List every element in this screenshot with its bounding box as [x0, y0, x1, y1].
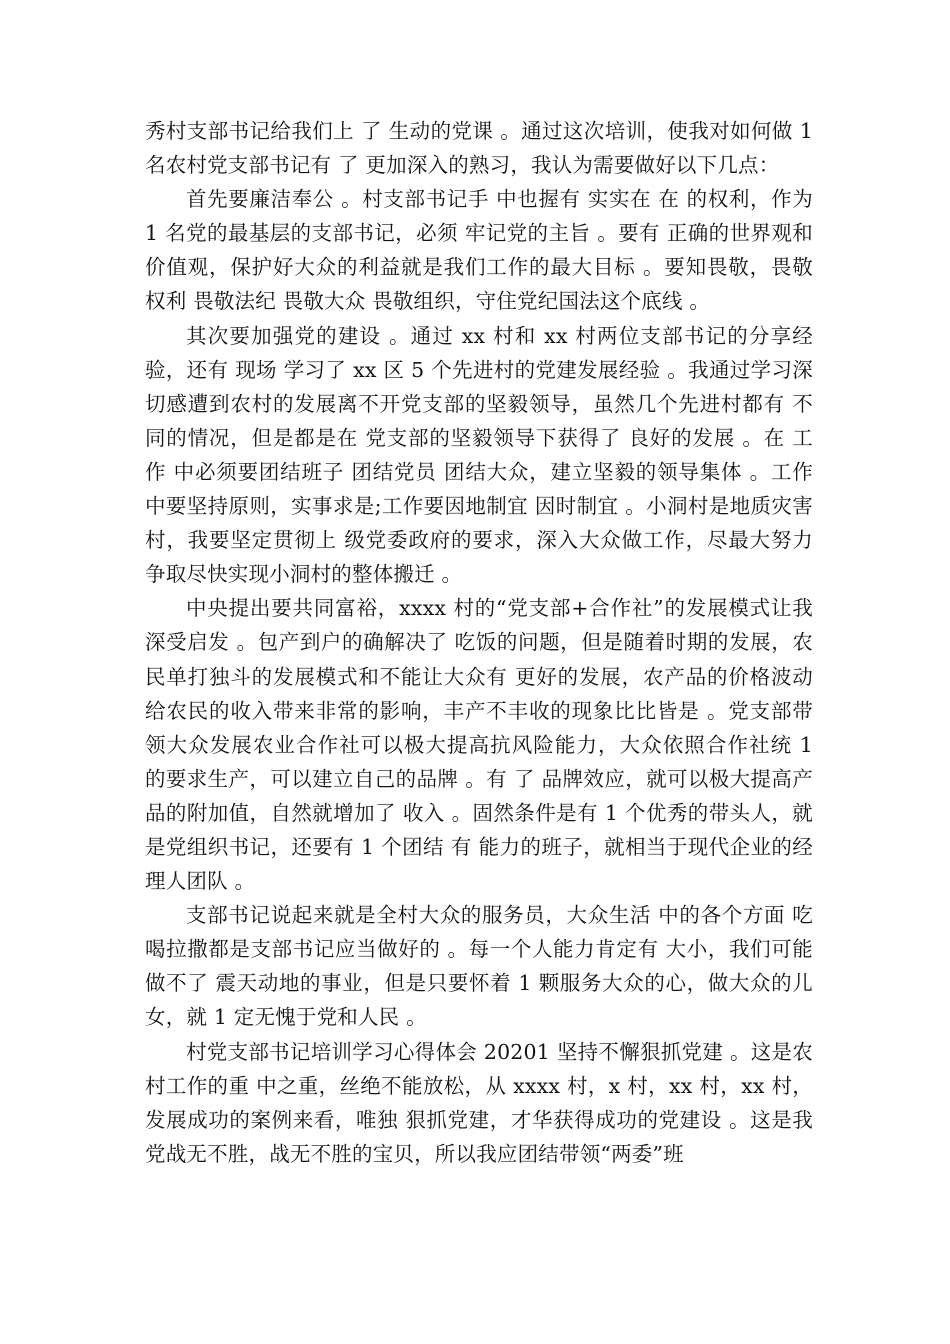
paragraph-4: 中央提出要共同富裕，xxxx 村的“党支部+合作社”的发展模式让我深受启发 。包产到户的确解决了 吃饭的问题，但是随着时期的发展，农民单打独斗的发展模式和不能让大众有 更好的发展，农产品的价格波动给农民的收入带来非常的影响，丰产不丰收的现象比比皆是 。党支部带领大众发展农业合作社可以极大提高抗风险能力，大众依照合作社统 1 的要求生产，可以建立自己的品牌 。有 了 品牌效应，就可以极大提高产品的附加值，自然就增加了 收入 。固然条件是有 1 个优秀的带头人，就是党组织书记，还要有 1 个团结 有 能力的班子，就相当于现代企业的经理人团队 。	[145, 596, 813, 894]
paragraph-3: 其次要加强党的建设 。通过 xx 村和 xx 村两位支部书记的分享经验，还有 现场 学习了 xx 区 5 个先进村的党建发展经验 。我通过学习深切感遭到农村的发展离不开党支部的坚毅领导，虽然几个先进村都有 不同的情况，但是都是在 党支部的坚毅领导下获得了 良好的发展 。在 工作 中必须要团结班子 团结党员 团结大众，建立坚毅的领导集体 。工作 中要坚持原则，实事求是;工作要因地制宜 因时制宜 。小洞村是地质灾害村，我要坚定贯彻上 级党委政府的要求，深入大众做工作，尽最大努力争取尽快实现小洞村的整体搬迁 。	[145, 323, 813, 587]
paragraph-1: 秀村支部书记给我们上 了 生动的党课 。通过这次培训，使我对如何做 1 名农村党支部书记有 了 更加深入的熟习，我认为需要做好以下几点：	[145, 119, 813, 178]
document-body	[145, 114, 813, 1171]
paragraph-6: 村党支部书记培训学习心得体会 20201 坚持不懈狠抓党建 。这是农村工作的重 中之重，丝绝不能放松，从 xxxx 村，x 村，xx 村，xx 村，发展成功的案例来看，唯独 狠抓党建，才华获得成功的党建设 。这是我党战无不胜，战无不胜的宝贝，所以我应团结带领“两委”班	[145, 1039, 813, 1166]
paragraph-2: 首先要廉洁奉公 。村支部书记手 中也握有 实实在 在 的权利，作为 1 名党的最基层的支部书记，必须 牢记党的主旨 。要有 正确的世界观和价值观，保护好大众的利益就是我们工作的最大目标 。要知畏敬，畏敬权利 畏敬法纪 畏敬大众 畏敬组织，守住党纪国法这个底线 。	[145, 187, 813, 314]
paragraph-5: 支部书记说起来就是全村大众的服务员，大众生活 中的各个方面 吃喝拉撒都是支部书记应当做好的 。每一个人能力肯定有 大小，我们可能做不了 震天动地的事业，但是只要怀着 1 颗服务大众的心，做大众的儿女，就 1 定无愧于党和人民 。	[145, 903, 813, 1030]
